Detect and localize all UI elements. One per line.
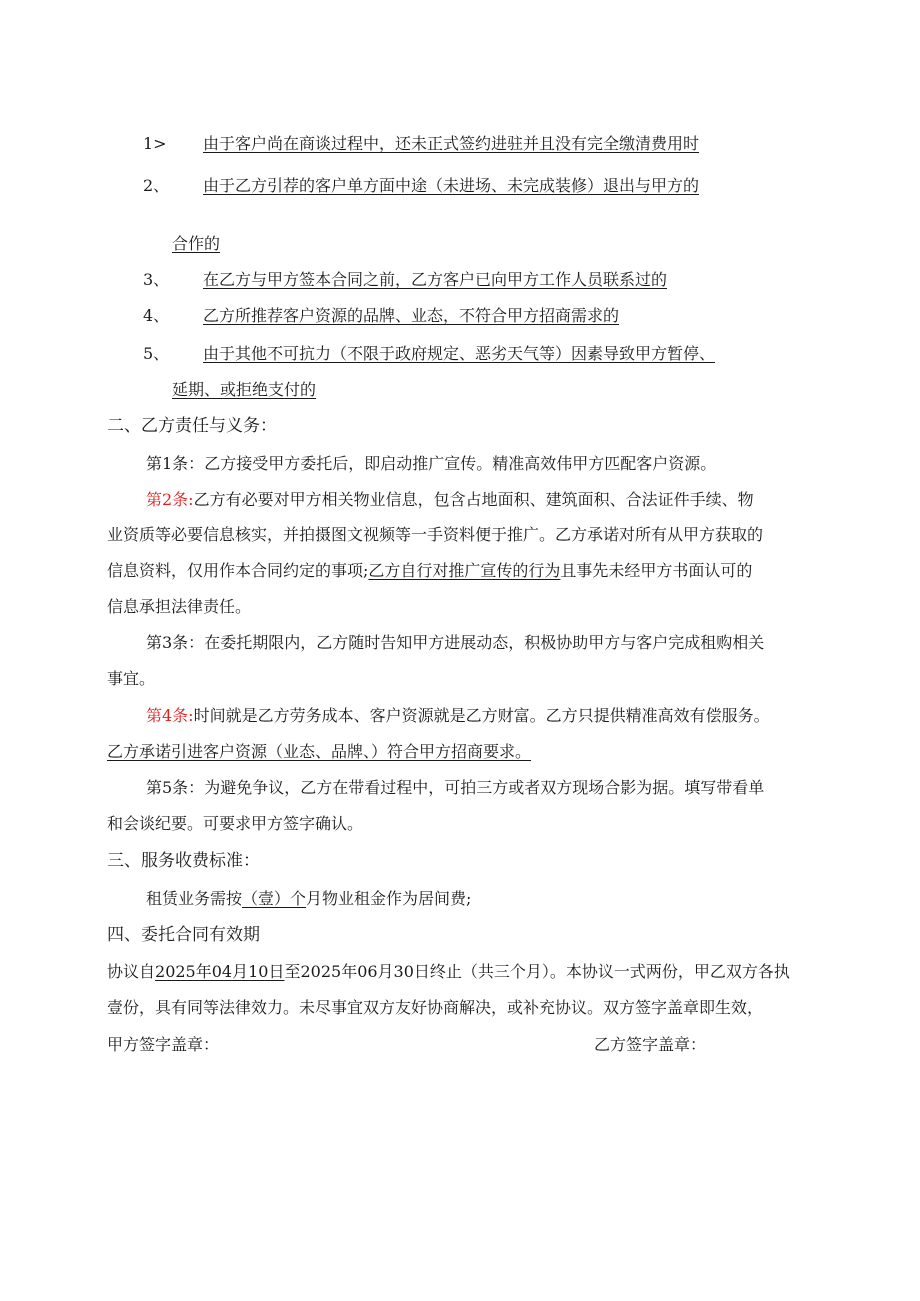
article-4: [146, 706, 770, 726]
condition-item-3: [143, 270, 667, 290]
fee-amount: （壹）个: [242, 889, 307, 908]
article-text: 时间就是乙方劳务成本、客户资源就是乙方财富。乙方只提供精准高效有偿服务。: [193, 706, 770, 725]
condition-number: 2、: [143, 176, 170, 195]
validity-line-2: 壹份，具有同等法律效力。未尽事宜双方友好协商解决，或补充协议。双方签字盖章即生效，: [107, 998, 764, 1017]
article-label: 第1条：: [146, 454, 205, 473]
article-label: 第4条:: [146, 706, 194, 725]
article-5-line: 和会谈纪要。可要求甲方签字确认。: [107, 814, 364, 833]
fee-line: [146, 889, 471, 909]
article-2: [146, 490, 754, 510]
article-3-line: 事宜。: [107, 669, 156, 688]
article-label: 第2条:: [146, 490, 194, 509]
article-label: 第3条：: [146, 633, 205, 652]
validity-text: 协议自: [107, 962, 156, 981]
article-1: [146, 454, 716, 474]
article-text: 乙方有必要对甲方相关物业信息，包含占地面积、建筑面积、合法证件手续、物: [193, 490, 754, 509]
condition-item-2: [143, 176, 699, 196]
article-3: [146, 633, 764, 653]
article-text: 乙方接受甲方委托后，即启动推广宣传。精准高效伟甲方匹配客户资源。: [204, 454, 717, 473]
condition-item-5: [143, 344, 715, 364]
condition-text-cont: 延期、或拒绝支付的: [172, 380, 317, 399]
condition-text-cont: 合作的: [172, 234, 221, 253]
validity-line: [107, 962, 790, 982]
article-5: [146, 778, 764, 798]
article-2-line: 信息承担法律责任。: [107, 597, 252, 616]
section-heading: 四、委托合同有效期: [107, 925, 260, 945]
article-label: 第5条：: [146, 778, 205, 797]
article-text: 为避免争议，乙方在带看过程中，可拍三方或者双方现场合影为据。填写带看单: [204, 778, 765, 797]
condition-text: 乙方所推荐客户资源的品牌、业态，不符合甲方招商需求的: [203, 306, 620, 325]
condition-text: 在乙方与甲方签本合同之前，乙方客户已向甲方工作人员联系过的: [203, 270, 668, 289]
article-2-line: [107, 561, 752, 581]
fee-text: 租赁业务需按: [146, 889, 243, 908]
condition-number: 5、: [143, 344, 170, 363]
article-text: 且事先未经甲方书面认可的: [560, 561, 753, 580]
fee-text: 月物业租金作为居间费;: [306, 889, 472, 908]
article-text-underlined: 乙方承诺引进客户资源（业态、品牌、）符合甲方招商要求。: [107, 742, 532, 761]
condition-number: 3、: [143, 270, 170, 289]
party-a-signature: 甲方签字盖章：: [107, 1035, 220, 1054]
article-4-line: [107, 742, 531, 762]
condition-text: 由于乙方引荐的客户单方面中途（未进场、未完成装修）退出与甲方的: [203, 176, 700, 195]
party-b-signature: 乙方签字盖章：: [594, 1035, 707, 1054]
condition-continuation: [172, 234, 220, 254]
condition-continuation: [172, 380, 316, 400]
condition-number: 4、: [143, 306, 170, 325]
article-text: 信息资料，仅用作本合同约定的事项;: [107, 561, 369, 580]
condition-number: 1>: [143, 134, 167, 153]
article-text: 在委托期限内，乙方随时告知甲方进展动态，积极协助甲方与客户完成租购相关: [204, 633, 765, 652]
article-text-underlined: 乙方自行对推广宣传的行为: [368, 561, 561, 580]
section-heading: 二、乙方责任与义务：: [107, 416, 277, 436]
condition-item-1: [143, 134, 699, 154]
validity-text: 至2025年06月30日终止（共三个月）。本协议一式两份，甲乙双方各执: [284, 962, 790, 981]
condition-item-4: [143, 306, 619, 326]
article-2-line: 业资质等必要信息核实，并拍摄图文视频等一手资料便于推广。乙方承诺对所有从甲方获取的: [107, 525, 764, 544]
start-date: 2025年04月10日: [155, 962, 285, 981]
condition-text: 由于客户尚在商谈过程中，还未正式签约进驻并且没有完全缴清费用时: [203, 134, 700, 153]
section-heading: 三、服务收费标准：: [107, 851, 260, 871]
condition-text: 由于其他不可抗力（不限于政府规定、恶劣天气等）因素导致甲方暂停、: [203, 344, 716, 363]
